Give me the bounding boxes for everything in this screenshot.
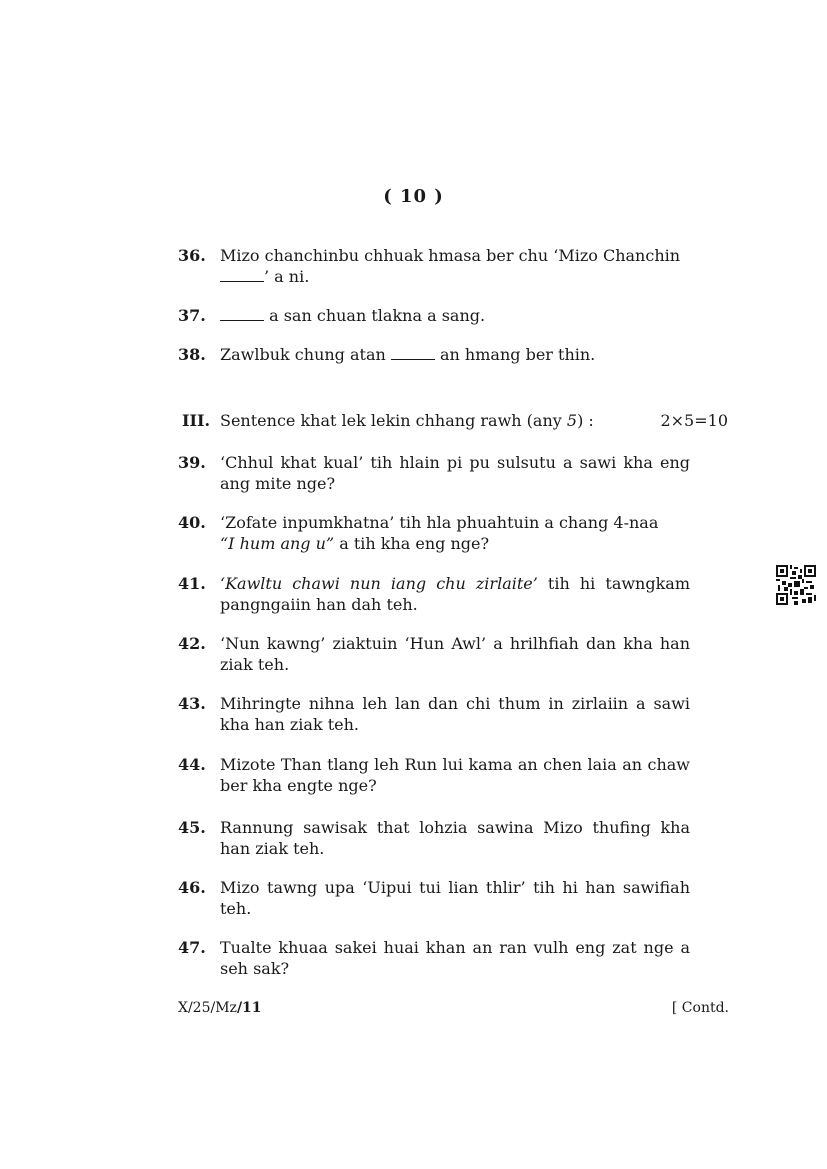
question-number: 47.: [178, 938, 206, 957]
question-text: Tualte khuaa sakei huai khan an ran vulh eng zat nge a seh sak?: [220, 938, 690, 978]
question-text: Mizo tawng upa ‘Uipui tui lian thlir’ tih hi han sawifiah teh.: [220, 878, 690, 918]
question-text: ‘Kawltu chawi nun iang chu zirlaite’ tih hi tawngkam pangngaiin han dah teh.: [220, 574, 691, 614]
question-text: Zawlbuk chung atan an hmang ber thin.: [220, 345, 596, 364]
question-38: [178, 344, 690, 365]
question-number: 40.: [178, 513, 206, 532]
question-text: Mizote Than tlang leh Run lui kama an chen laia an chaw ber kha engte nge?: [220, 755, 690, 795]
section-instruction: Sentence khat lek lekin chhang rawh (any 5) :: [220, 411, 594, 430]
question-40: [178, 512, 690, 554]
section-iii-header: [178, 410, 730, 431]
question-36: [178, 245, 690, 287]
question-47: [178, 937, 690, 979]
question-number: 43.: [178, 694, 206, 713]
question-text: ‘Zofate inpumkhatna’ tih hla phuahtuin a chang 4-naa “I hum ang u” a tih kha eng nge?: [220, 513, 659, 553]
question-number: 39.: [178, 453, 206, 472]
question-37: [178, 305, 690, 326]
section-number: III.: [182, 411, 211, 430]
question-44: [178, 754, 690, 796]
question-number: 36.: [178, 246, 206, 265]
question-number: 45.: [178, 818, 206, 837]
blank-line: [220, 268, 264, 282]
question-number: 46.: [178, 878, 206, 897]
question-text: Mizo chanchinbu chhuak hmasa ber chu ‘Mizo Chanchin ’ a ni.: [220, 246, 681, 286]
question-number: 44.: [178, 755, 206, 774]
paper-code: X/25/Mz/11: [178, 1000, 262, 1016]
question-text: ‘Nun kawng’ ziaktuin ‘Hun Awl’ a hrilhfiah dan kha han ziak teh.: [220, 634, 690, 674]
question-text: a san chuan tlakna a sang.: [220, 305, 690, 326]
question-number: 41.: [178, 574, 206, 593]
question-number: 37.: [178, 306, 206, 325]
question-43: [178, 693, 690, 735]
question-46: [178, 877, 690, 919]
section-marks: 2×5=10: [660, 411, 728, 430]
question-number: 38.: [178, 345, 206, 364]
qr-code-icon: [776, 565, 816, 605]
question-text: Rannung sawisak that lohzia sawina Mizo thufing kha han ziak teh.: [220, 818, 690, 858]
blank-line: [391, 346, 435, 360]
question-text: Mihringte nihna leh lan dan chi thum in zirlaiin a sawi kha han ziak teh.: [220, 694, 690, 734]
question-number: 42.: [178, 634, 206, 653]
question-42: [178, 633, 690, 675]
page-number: ( 10 ): [383, 186, 444, 207]
question-41: [178, 573, 690, 615]
continued-label: [ Contd.: [671, 1000, 729, 1016]
blank-line: [220, 307, 264, 321]
question-45: [178, 817, 690, 859]
question-39: [178, 452, 690, 494]
question-text: ‘Chhul khat kual’ tih hlain pi pu sulsutu a sawi kha eng ang mite nge?: [220, 453, 690, 493]
